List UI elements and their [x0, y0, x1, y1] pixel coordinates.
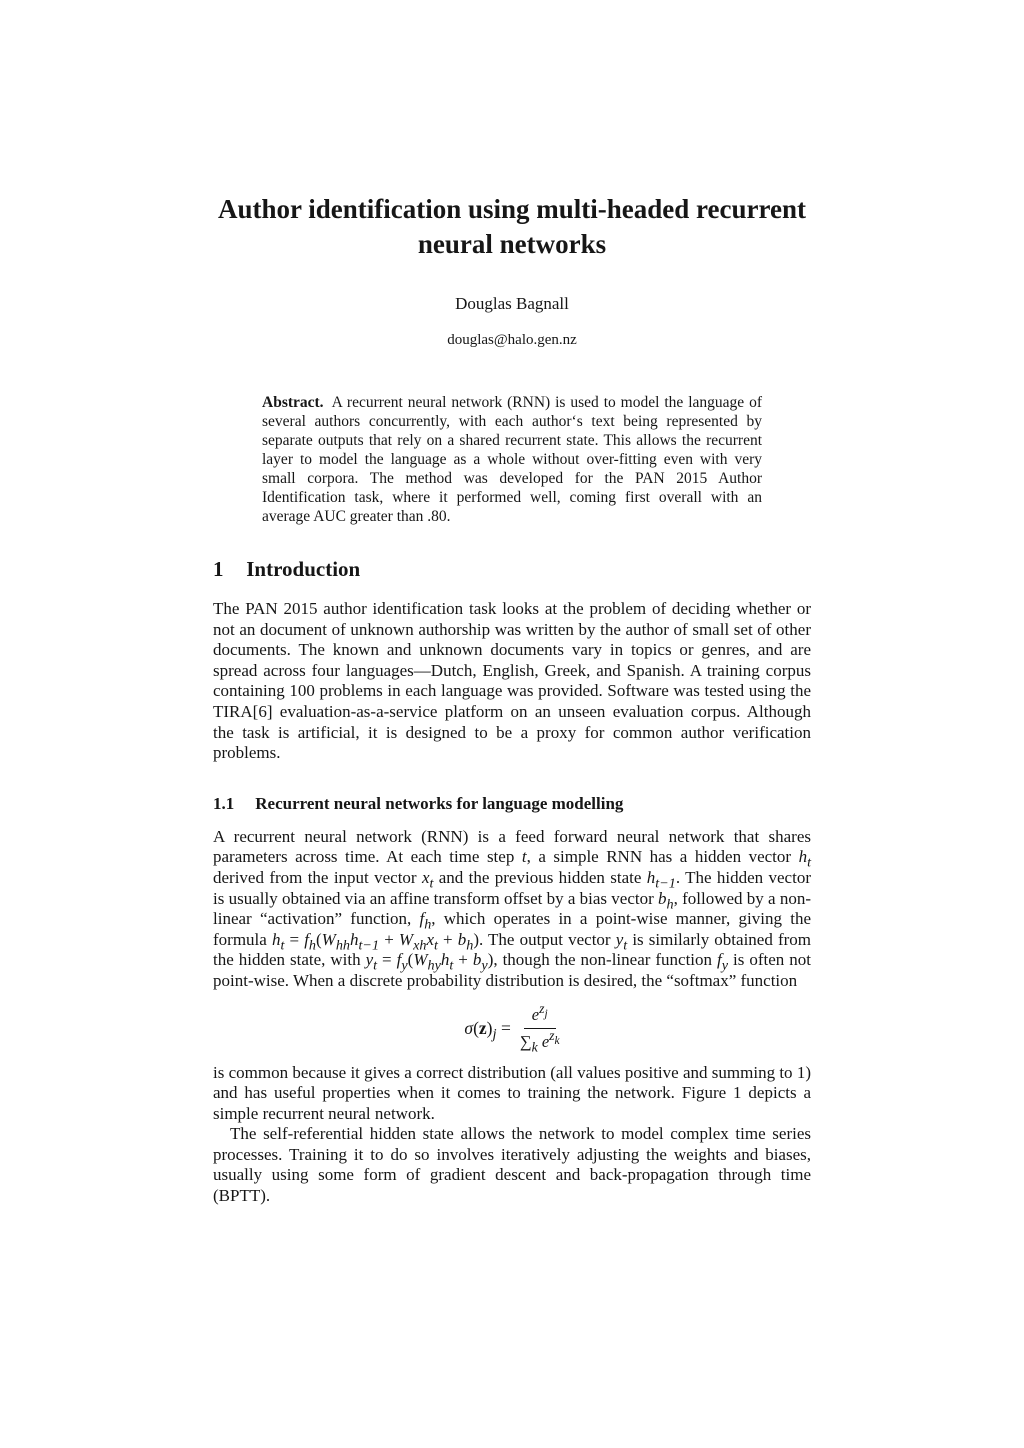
- formula-lhs: $\sigma(z)_j$ =: [464, 1017, 511, 1042]
- abstract-text: A recurrent neural network (RNN) is used to model the language of several authors concurrently, with each author‘s text being represented by separate outputs that rely on a shared recurrent state. This allows the recurrent layer to model the language as a whole without over-fitting even with very small corpora. The method was developed for the PAN 2015 Author Identification task, where it performed well, coming first overall with an average AUC greater than .80.: [262, 394, 762, 525]
- section-heading-introduction: [213, 556, 811, 582]
- abstract-paragraph: [262, 393, 762, 526]
- author-name: Douglas Bagnall: [455, 294, 569, 313]
- subsection-heading-rnn: [213, 793, 811, 814]
- section-title: Introduction: [246, 557, 361, 581]
- paragraph-bptt: The self-referential hidden state allows the network to model complex time series processes. Training it to do so involves iteratively adjusting the weights and biases, usually using some form of gradient descent and back-propagation through time (BPTT).: [213, 1124, 811, 1206]
- subsection-number: 1.1: [213, 793, 235, 813]
- softmax-formula: [213, 1001, 811, 1054]
- section-number: 1: [213, 557, 224, 581]
- paper-content-column: [213, 0, 811, 1207]
- abstract-label: Abstract.: [262, 394, 324, 411]
- page-title-line2: neural networks: [417, 229, 607, 259]
- subsection-title: Recurrent neural networks for language modelling: [255, 793, 624, 813]
- paragraph-rnn-description: A recurrent neural network (RNN) is a feed forward neural network that shares parameters across time. At each time step t, a simple RNN has a hidden vector $h_t$ derived from the input vector $x_t$ and the previous hidden state $h_{t-1}$. The hidden vector is usually obtained via an affine transform offset by a bias vector $b_h$, followed by a non-linear “activation” function, $f_h$, which operates in a point-wise manner, giving the formula $h_t = f_h(W_{hh}h_{t-1} + W_{xh}x_t + b_h)$. The output vector $y_t$ is similarly obtained from the hidden state, with $y_t = f_y(W_{hy}h_t + b_y)$, though the non-linear function $f_y$ is often not point-wise. When a discrete probability distribution is desired, the “softmax” function: [213, 826, 812, 990]
- paragraph-softmax-properties: is common because it gives a correct distribution (all values positive and summing to 1) and has useful properties when it comes to training the network. Figure 1 depicts a simple recurrent neural network.: [213, 1062, 811, 1123]
- author-email: douglas@halo.gen.nz: [447, 332, 577, 348]
- formula-denominator: $\sum_k$ $e^{z_k}$: [519, 1028, 560, 1054]
- page-title: [213, 192, 811, 262]
- page-title-line1: Author identification using multi-headed recurrent: [217, 194, 806, 224]
- paragraph-introduction: The PAN 2015 author identification task looks at the problem of deciding whether or not an document of unknown authorship was written by the author of small set of other documents. The known and unknown documents vary in topics or genres, and are spread across four languages—Dutch, English, Greek, and Spanish. A training corpus containing 100 problems in each language was provided. Software was tested using the TIRA[6] evaluation-as-a-service platform on an unseen evaluation corpus. Although the task is artificial, it is designed to be a proxy for common author verification problems.: [213, 599, 811, 763]
- formula-numerator: $e^{z_j}$: [524, 1005, 556, 1029]
- formula-fraction: [519, 1001, 560, 1054]
